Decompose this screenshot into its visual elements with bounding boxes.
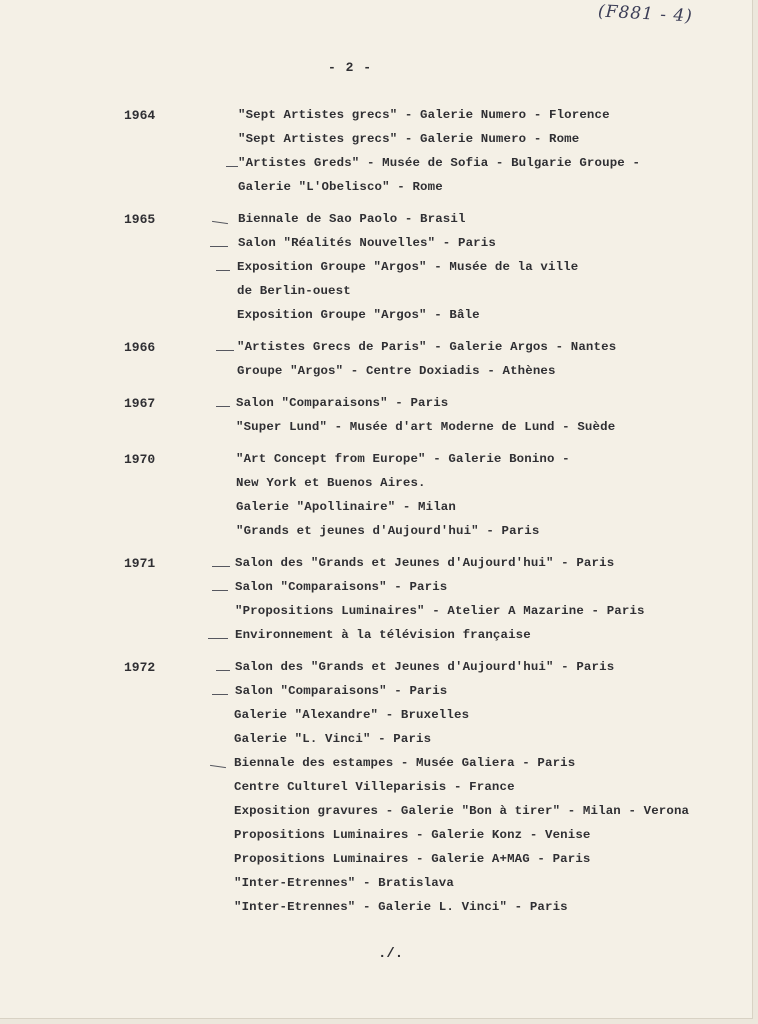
entry-text: "Propositions Luminaires" - Atelier A Mazarine - Paris bbox=[235, 604, 645, 618]
entry-text: "Sept Artistes grecs" - Galerie Numero - Florence bbox=[238, 108, 610, 122]
entry-text: "Artistes Greds" - Musée de Sofia - Bulgarie Groupe - bbox=[238, 156, 641, 170]
continuation-mark: ./. bbox=[378, 946, 404, 962]
pencil-tick-mark bbox=[208, 638, 228, 639]
exhibition-entry bbox=[0, 524, 752, 548]
exhibition-entry bbox=[0, 828, 752, 852]
entry-text: Biennale des estampes - Musée Galiera - Paris bbox=[234, 756, 576, 770]
exhibition-entry bbox=[0, 452, 752, 476]
exhibition-entry bbox=[0, 284, 752, 308]
exhibition-entry bbox=[0, 756, 752, 780]
entry-year: 1970 bbox=[124, 452, 156, 467]
exhibition-entry bbox=[0, 580, 752, 604]
entry-text: Galerie "L'Obelisco" - Rome bbox=[238, 180, 443, 194]
exhibition-entry bbox=[0, 604, 752, 628]
exhibition-entry bbox=[0, 364, 752, 388]
entry-text: Environnement à la télévision française bbox=[235, 628, 531, 642]
entry-text: "Inter-Etrennes" - Bratislava bbox=[234, 876, 454, 890]
exhibition-entry bbox=[0, 156, 752, 180]
entry-text: Galerie "Apollinaire" - Milan bbox=[236, 500, 456, 514]
entry-text: Centre Culturel Villeparisis - France bbox=[234, 780, 515, 794]
entry-text: Biennale de Sao Paolo - Brasil bbox=[238, 212, 466, 226]
exhibition-entry bbox=[0, 476, 752, 500]
entry-text: Salon "Réalités Nouvelles" - Paris bbox=[238, 236, 496, 250]
entry-text: de Berlin-ouest bbox=[237, 284, 351, 298]
exhibition-entry bbox=[0, 804, 752, 828]
entry-text: Exposition gravures - Galerie "Bon à tirer" - Milan - Verona bbox=[234, 804, 690, 818]
entry-text: Propositions Luminaires - Galerie A+MAG - Paris bbox=[234, 852, 591, 866]
exhibition-entry bbox=[0, 684, 752, 708]
exhibition-entry bbox=[0, 420, 752, 444]
exhibition-entry bbox=[0, 500, 752, 524]
entry-year: 1972 bbox=[124, 660, 156, 675]
entry-year: 1966 bbox=[124, 340, 156, 355]
entry-text: "Super Lund" - Musée d'art Moderne de Lund - Suède bbox=[236, 420, 616, 434]
entry-text: Salon "Comparaisons" - Paris bbox=[236, 396, 449, 410]
entry-text: Salon des "Grands et Jeunes d'Aujourd'hui" - Paris bbox=[235, 556, 615, 570]
exhibition-entry bbox=[0, 180, 752, 204]
pencil-tick-mark bbox=[216, 670, 230, 671]
entry-text: Salon des "Grands et Jeunes d'Aujourd'hui" - Paris bbox=[235, 660, 615, 674]
entry-text: Salon "Comparaisons" - Paris bbox=[235, 684, 448, 698]
pencil-tick-mark bbox=[216, 406, 230, 407]
page-number: - 2 - bbox=[328, 60, 373, 75]
entry-text: "Inter-Etrennes" - Galerie L. Vinci" - Paris bbox=[234, 900, 568, 914]
exhibition-entry bbox=[0, 660, 752, 684]
entry-text: Galerie "L. Vinci" - Paris bbox=[234, 732, 432, 746]
entry-year: 1971 bbox=[124, 556, 156, 571]
entry-text: "Artistes Grecs de Paris" - Galerie Argos - Nantes bbox=[237, 340, 617, 354]
pencil-tick-mark bbox=[216, 270, 230, 271]
entry-year: 1964 bbox=[124, 108, 156, 123]
entry-year: 1967 bbox=[124, 396, 156, 411]
exhibition-entry bbox=[0, 556, 752, 580]
pencil-tick-mark bbox=[210, 246, 228, 247]
exhibition-entry bbox=[0, 308, 752, 332]
exhibition-entry bbox=[0, 132, 752, 156]
exhibition-entry bbox=[0, 108, 752, 132]
pencil-tick-mark bbox=[210, 765, 226, 768]
entry-text: Exposition Groupe "Argos" - Musée de la ville bbox=[237, 260, 579, 274]
handwritten-reference: (F881 - 4) bbox=[597, 1, 694, 27]
exhibition-entry bbox=[0, 396, 752, 420]
entry-text: Groupe "Argos" - Centre Doxiadis - Athènes bbox=[237, 364, 556, 378]
entry-text: "Grands et jeunes d'Aujourd'hui" - Paris bbox=[236, 524, 540, 538]
entry-text: Propositions Luminaires - Galerie Konz - Venise bbox=[234, 828, 591, 842]
exhibition-entry bbox=[0, 236, 752, 260]
entry-text: Galerie "Alexandre" - Bruxelles bbox=[234, 708, 470, 722]
exhibition-entry bbox=[0, 852, 752, 876]
exhibition-entry bbox=[0, 732, 752, 756]
entry-text: "Sept Artistes grecs" - Galerie Numero - Rome bbox=[238, 132, 580, 146]
pencil-tick-mark bbox=[212, 590, 228, 591]
entry-text: "Art Concept from Europe" - Galerie Bonino - bbox=[236, 452, 570, 466]
exhibition-entry bbox=[0, 876, 752, 900]
exhibition-entry bbox=[0, 340, 752, 364]
pencil-tick-mark bbox=[212, 694, 228, 695]
exhibition-entry bbox=[0, 708, 752, 732]
pencil-tick-mark bbox=[212, 566, 230, 567]
exhibition-entry bbox=[0, 900, 752, 924]
entry-year: 1965 bbox=[124, 212, 156, 227]
exhibition-entry bbox=[0, 628, 752, 652]
entry-text: Salon "Comparaisons" - Paris bbox=[235, 580, 448, 594]
exhibition-entry bbox=[0, 212, 752, 236]
pencil-tick-mark bbox=[226, 166, 238, 167]
exhibition-entry bbox=[0, 780, 752, 804]
pencil-tick-mark bbox=[216, 350, 234, 351]
entry-text: New York et Buenos Aires. bbox=[236, 476, 426, 490]
entry-text: Exposition Groupe "Argos" - Bâle bbox=[237, 308, 480, 322]
exhibition-entry bbox=[0, 260, 752, 284]
pencil-tick-mark bbox=[212, 221, 228, 224]
